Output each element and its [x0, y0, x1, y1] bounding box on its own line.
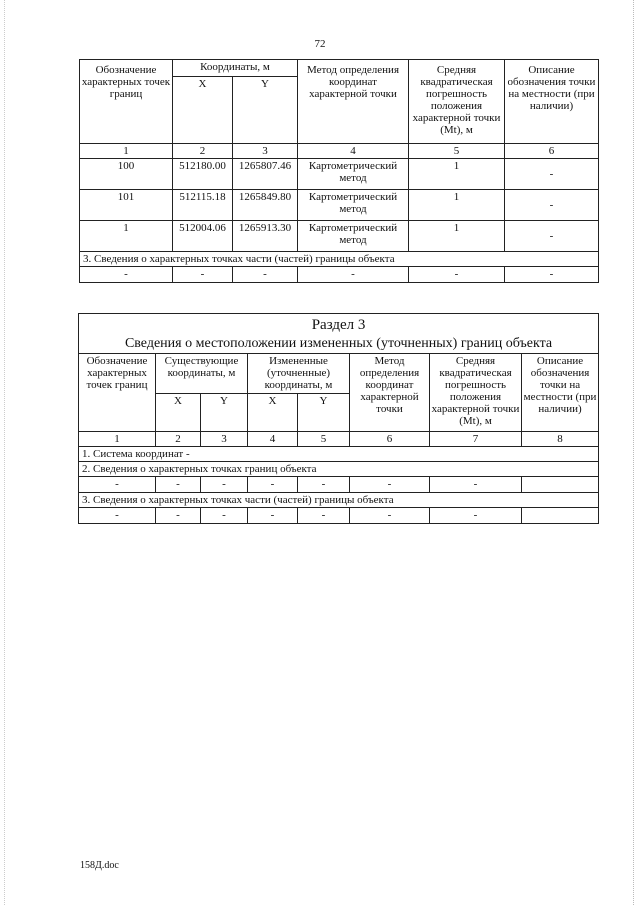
changed-boundaries-table	[78, 313, 599, 524]
left-margin-line	[4, 0, 5, 905]
empty-cell: -	[430, 507, 522, 523]
empty-cell: -	[201, 476, 248, 492]
col-number: 6	[505, 144, 599, 159]
cell-mt: 1	[409, 221, 505, 252]
empty-cell: -	[80, 267, 173, 283]
table-row	[80, 159, 599, 190]
cell-description: -	[505, 221, 599, 252]
cell-mt: 1	[409, 190, 505, 221]
empty-row	[79, 476, 599, 492]
cell-point: 100	[80, 159, 173, 190]
empty-cell: -	[505, 267, 599, 283]
empty-cell: -	[430, 476, 522, 492]
section2-label: 2. Сведения о характерных точках границ объекта	[79, 461, 599, 476]
cell-method: Картометрический метод	[298, 159, 409, 190]
empty-cell: -	[248, 476, 298, 492]
col-number: 1	[79, 431, 156, 446]
empty-cell: -	[350, 476, 430, 492]
cell-y: 1265849.80	[233, 190, 298, 221]
empty-cell: -	[350, 507, 430, 523]
page-number: 72	[314, 38, 326, 50]
header-y: Y	[233, 77, 298, 144]
header-accuracy: Средняя квадратическая погрешность положения характерной точки (Mt), м	[409, 60, 505, 144]
header-accuracy: Средняя квадратическая погрешность положения характерной точки (Mt), м	[430, 353, 522, 431]
header-changed-coordinates: Измененные (уточненные) координаты, м	[248, 353, 350, 393]
col-number: 3	[201, 431, 248, 446]
empty-cell	[522, 476, 599, 492]
table-row	[80, 190, 599, 221]
col-number: 6	[350, 431, 430, 446]
column-numbers-row	[79, 431, 599, 446]
header-description: Описание обозначения точки на местности (при наличии)	[505, 60, 599, 144]
section-subtitle: Сведения о местоположении измененных (уточненных) границ объекта	[79, 335, 599, 354]
cell-y: 1265807.46	[233, 159, 298, 190]
empty-cell: -	[156, 507, 201, 523]
empty-cell: -	[233, 267, 298, 283]
empty-cell: -	[248, 507, 298, 523]
empty-cell: -	[298, 267, 409, 283]
empty-cell: -	[201, 507, 248, 523]
footer-filename: 158Д.doc	[80, 860, 119, 871]
coordinate-system-label: 1. Система координат -	[79, 446, 599, 461]
empty-cell: -	[298, 507, 350, 523]
empty-cell: -	[298, 476, 350, 492]
cell-x: 512115.18	[173, 190, 233, 221]
coordinates-table	[79, 59, 599, 283]
cell-mt: 1	[409, 159, 505, 190]
section3-label: 3. Сведения о характерных точках части (частей) границы объекта	[79, 492, 599, 507]
col-number: 1	[80, 144, 173, 159]
header-point-designation: Обозначение характерных точек границ	[79, 353, 156, 431]
cell-description: -	[505, 159, 599, 190]
col-number: 2	[156, 431, 201, 446]
col-number: 5	[409, 144, 505, 159]
empty-cell: -	[79, 476, 156, 492]
header-existing-coordinates: Существующие координаты, м	[156, 353, 248, 393]
empty-cell	[522, 507, 599, 523]
empty-cell: -	[156, 476, 201, 492]
col-number: 5	[298, 431, 350, 446]
col-number: 7	[430, 431, 522, 446]
header-description: Описание обозначения точки на местности (при наличии)	[522, 353, 599, 431]
cell-x: 512004.06	[173, 221, 233, 252]
section3-label: 3. Сведения о характерных точках части (частей) границы объекта	[80, 252, 599, 267]
header-x: X	[248, 393, 298, 431]
col-number: 3	[233, 144, 298, 159]
empty-cell: -	[173, 267, 233, 283]
header-method: Метод определения координат характерной точки	[350, 353, 430, 431]
cell-method: Картометрический метод	[298, 221, 409, 252]
cell-point: 1	[80, 221, 173, 252]
header-coordinates: Координаты, м	[173, 60, 298, 77]
cell-point: 101	[80, 190, 173, 221]
header-y: Y	[298, 393, 350, 431]
col-number: 2	[173, 144, 233, 159]
empty-row	[79, 507, 599, 523]
cell-description: -	[505, 190, 599, 221]
header-method: Метод определения координат характерной точки	[298, 60, 409, 144]
empty-row	[80, 267, 599, 283]
empty-cell: -	[79, 507, 156, 523]
cell-method: Картометрический метод	[298, 190, 409, 221]
col-number: 4	[248, 431, 298, 446]
empty-cell: -	[409, 267, 505, 283]
header-x: X	[156, 393, 201, 431]
col-number: 8	[522, 431, 599, 446]
header-y: Y	[201, 393, 248, 431]
section-title: Раздел 3	[79, 314, 599, 335]
header-point-designation: Обозначение характерных точек границ	[80, 60, 173, 144]
right-margin-line	[633, 0, 634, 905]
cell-x: 512180.00	[173, 159, 233, 190]
header-x: X	[173, 77, 233, 144]
cell-y: 1265913.30	[233, 221, 298, 252]
col-number: 4	[298, 144, 409, 159]
table-row	[80, 221, 599, 252]
column-numbers-row	[80, 144, 599, 159]
